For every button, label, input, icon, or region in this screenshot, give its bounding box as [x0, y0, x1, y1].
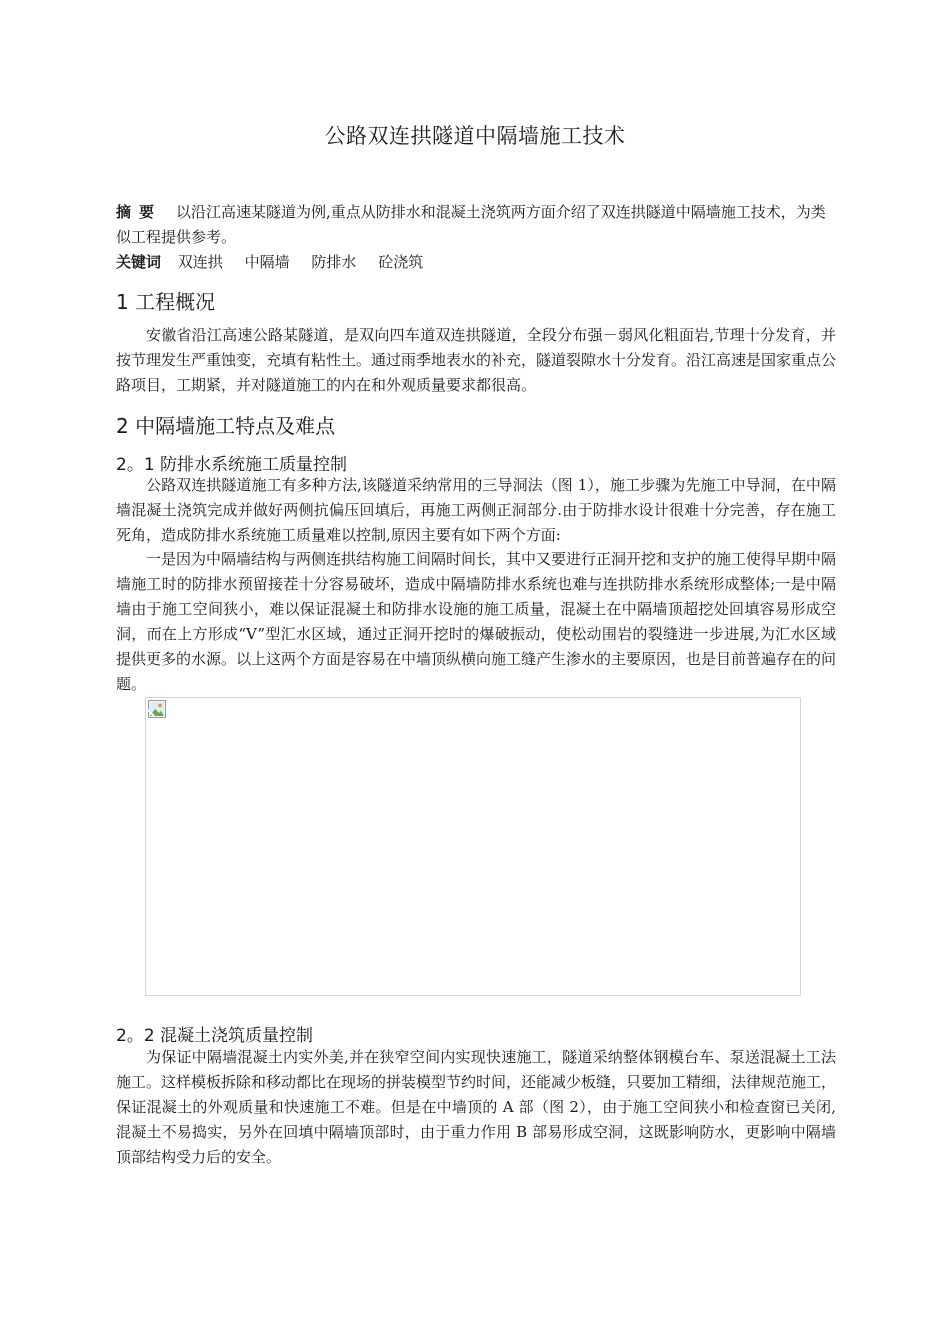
abstract-text: 以沿江高速某隧道为例,重点从防排水和混凝土浇筑两方面介绍了双连拱隧道中隔墙施工技术，为类似工程提供参考。 — [116, 203, 826, 246]
section-heading: 1 工程概况 — [116, 290, 216, 314]
keyword: 防排水 — [311, 253, 357, 271]
paragraph: 为保证中隔墙混凝土内实外美,并在狭窄空间内实现快速施工，隧道采纳整体钢模台车、泵送混凝土工法施工。这样模板拆除和移动都比在现场的拼装模型节约时间，还能减少板缝，只要加工精细，法律规范施工，保证混凝土的外观质量和快速施工不难。但是在中墙顶的 A 部（图 2），由于施工空间狭小和检查窗已关闭,混凝土不易捣实，另外在回填中隔墙顶部时，由于重力作用 B 部易形成空洞，这既影响防水，更影响中隔墙顶部结构受力后的安全。 — [116, 1048, 837, 1166]
paragraph: 公路双连拱隧道施工有多种方法,该隧道采纳常用的三导洞法（图 1），施工步骤为先施工中导洞，在中隔墙混凝土浇筑完成并做好两侧抗偏压回填后，再施工两侧正洞部分.由于防排水设计很难十分完善，存在施工死角，造成防排水系统施工质量难以控制,原因主要有如下两个方面: — [116, 476, 836, 544]
keywords-label: 关键词 — [116, 253, 162, 271]
paragraph: 一是因为中隔墙结构与两侧连拱结构施工间隔时间长，其中又要进行正洞开挖和支护的施工使得早期中隔墙施工时的防排水预留接茬十分容易破坏，造成中隔墙防排水系统也难与连拱防排水系统形成整体;一是中隔墙由于施工空间狭小，难以保证混凝土和防排水设施的施工质量，混凝土在中隔墙顶超挖处回填容易形成空洞，而在上方形成“V”型汇水区域，通过正洞开挖时的爆破振动，使松动围岩的裂缝进一步进展,为汇水区域提供更多的水源。以上这两个方面是容易在中墙顶纵横向施工缝产生渗水的主要原因，也是目前普遍存在的问题。 — [116, 550, 837, 693]
abstract — [116, 200, 836, 250]
keyword: 中隔墙 — [244, 253, 290, 271]
keywords — [116, 250, 440, 274]
broken-image-icon — [148, 700, 166, 718]
subsection-heading: 2。2 混凝土浇筑质量控制 — [116, 1026, 314, 1046]
subsection-heading: 2。1 防排水系统施工质量控制 — [116, 455, 348, 475]
section-heading: 2 中隔墙施工特点及难点 — [116, 414, 336, 438]
keyword: 双连拱 — [177, 253, 223, 271]
document-title: 公路双连拱隧道中隔墙施工技术 — [324, 124, 626, 148]
figure-placeholder — [145, 697, 801, 996]
abstract-label: 摘要 — [116, 203, 163, 221]
keyword: 砼浇筑 — [378, 253, 424, 271]
paragraph: 安徽省沿江高速公路某隧道，是双向四车道双连拱隧道，全段分布强－弱风化粗面岩,节理十分发育，并按节理发生严重蚀变，充填有粘性土。通过雨季地表水的补充，隧道裂隙水十分发育。沿江高速是国家重点公路项目，工期紧，并对隧道施工的内在和外观质量要求都很高。 — [116, 326, 837, 394]
